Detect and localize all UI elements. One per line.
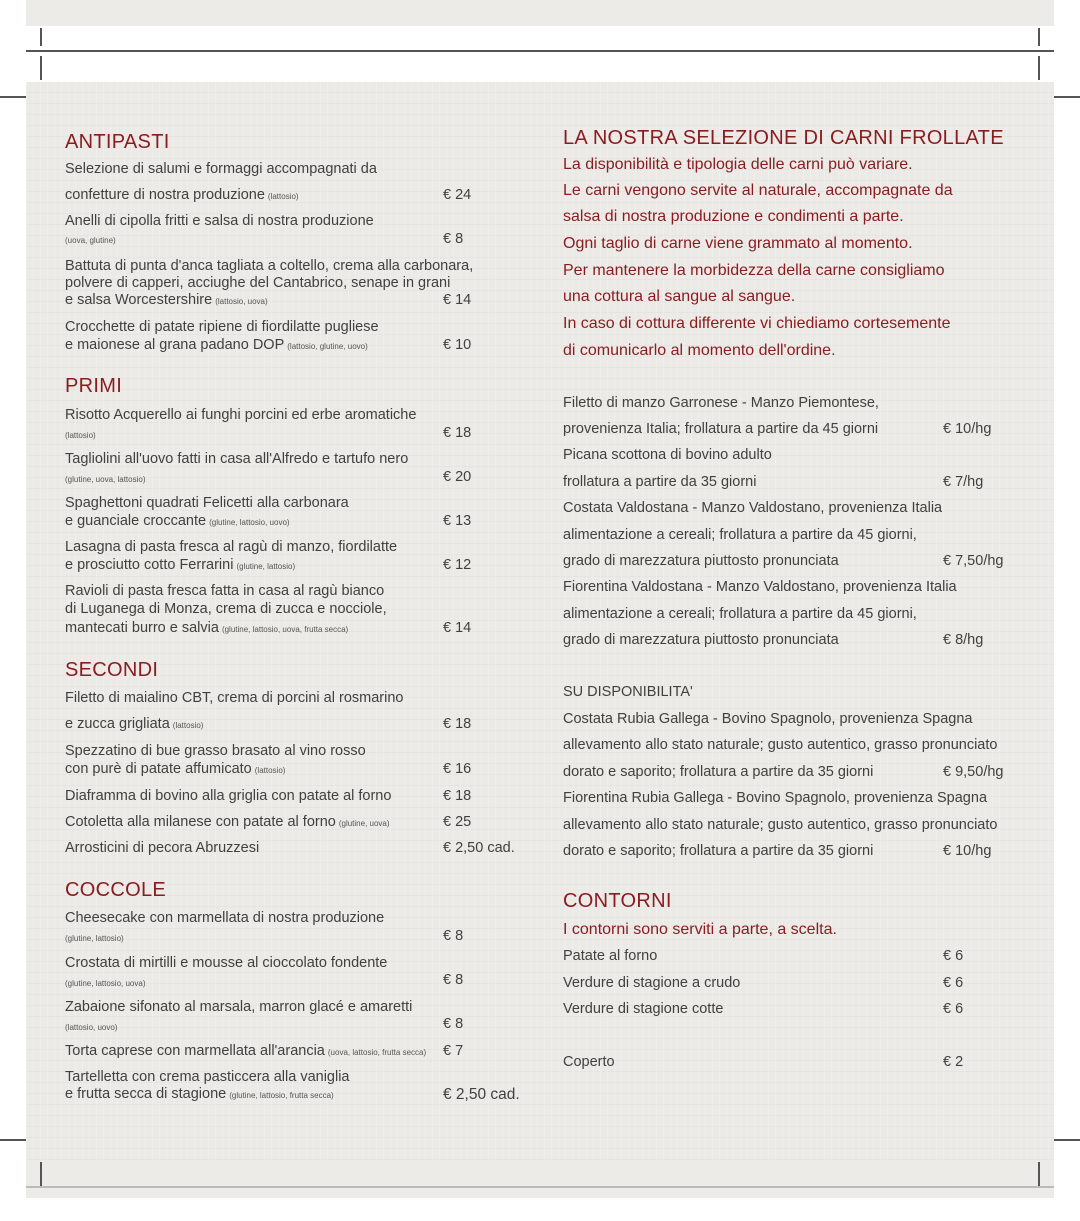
dish-line: Spaghettoni quadrati Felicetti alla carbonara bbox=[65, 495, 349, 511]
price: € 12 bbox=[443, 557, 472, 573]
intro-line: Ogni taglio di carne viene grammato al momento. bbox=[563, 235, 913, 252]
price: € 9,50/hg bbox=[943, 764, 1004, 780]
price: € 8 bbox=[443, 231, 464, 247]
price: € 2,50 cad. bbox=[443, 840, 515, 856]
price: € 8/hg bbox=[943, 632, 984, 648]
menu-page bbox=[26, 82, 1054, 1160]
dish-line: e guanciale croccante (glutine, lattosio, uovo) bbox=[65, 513, 290, 529]
section-title-coccole: COCCOLE bbox=[65, 879, 167, 901]
price: € 2,50 cad. bbox=[443, 1086, 520, 1103]
meat-line: dorato e saporito; frollatura a partire da 35 giorni bbox=[563, 843, 874, 859]
contorni-note: I contorni sono serviti a parte, a scelta. bbox=[563, 921, 837, 938]
price: € 25 bbox=[443, 814, 472, 830]
price: € 14 bbox=[443, 292, 472, 308]
dish-line: Lasagna di pasta fresca al ragù di manzo, fiordilatte bbox=[65, 539, 398, 555]
allergens: (uova, glutine) bbox=[65, 236, 116, 245]
meat-line: frollatura a partire da 35 giorni bbox=[563, 474, 757, 490]
dish-line: Risotto Acquerello ai funghi porcini ed erbe aromatiche bbox=[65, 407, 417, 423]
allergens: (lattosio) bbox=[65, 431, 96, 440]
dish-line: Battuta di punta d'anca tagliata a coltello, crema alla carbonara, bbox=[65, 258, 474, 274]
divider bbox=[26, 1186, 1054, 1188]
divider bbox=[40, 1162, 42, 1186]
price: € 18 bbox=[443, 788, 472, 804]
allergens: (glutine, lattosio, frutta secca) bbox=[229, 1091, 334, 1100]
meat-line: Fiorentina Rubia Gallega - Bovino Spagnolo, provenienza Spagna bbox=[563, 790, 988, 806]
price: € 24 bbox=[443, 187, 472, 203]
allergens: (glutine, uova, lattosio) bbox=[65, 475, 146, 484]
top-page-strip bbox=[26, 0, 1054, 26]
price: € 7,50/hg bbox=[943, 553, 1004, 569]
allergens: (glutine, lattosio, uovo) bbox=[209, 518, 290, 527]
allergens: (lattosio, uova) bbox=[215, 297, 268, 306]
price: € 6 bbox=[943, 975, 964, 991]
price: € 7 bbox=[443, 1043, 464, 1059]
dish-line: Spezzatino di bue grasso brasato al vino rosso bbox=[65, 743, 366, 759]
meat-line: grado di marezzatura piuttosto pronunciata bbox=[563, 553, 839, 569]
divider bbox=[1038, 28, 1040, 46]
meat-line: allevamento allo stato naturale; gusto autentico, grasso pronunciato bbox=[563, 817, 998, 833]
price: € 20 bbox=[443, 469, 472, 485]
intro-line: una cottura al sangue al sangue. bbox=[563, 288, 796, 305]
allergens: (lattosio) bbox=[267, 192, 299, 201]
dish-line: e frutta secca di stagione (glutine, lattosio, frutta secca) bbox=[65, 1086, 334, 1102]
allergens: (lattosio) bbox=[254, 766, 286, 775]
dish-line: mantecati burro e salvia (glutine, lattosio, uova, frutta secca) bbox=[65, 620, 349, 636]
divider bbox=[1038, 56, 1040, 80]
allergens: (lattosio, glutine, uovo) bbox=[287, 342, 368, 351]
meat-line: Picana scottona di bovino adulto bbox=[563, 447, 772, 463]
meat-line: Costata Valdostana - Manzo Valdostano, provenienza Italia bbox=[563, 500, 943, 516]
dish-line: e prosciutto cotto Ferrarini (glutine, lattosio) bbox=[65, 557, 296, 573]
intro-line: Per mantenere la morbidezza della carne consigliamo bbox=[563, 262, 945, 279]
divider bbox=[1054, 1139, 1080, 1141]
dish-line: Filetto di maialino CBT, crema di porcini al rosmarino bbox=[65, 690, 404, 706]
meat-line: Filetto di manzo Garronese - Manzo Piemontese, bbox=[563, 395, 879, 411]
dish-line: Cheesecake con marmellata di nostra produzione bbox=[65, 910, 385, 926]
divider bbox=[1054, 96, 1080, 98]
meat-line: Costata Rubia Gallega - Bovino Spagnolo, provenienza Spagna bbox=[563, 711, 973, 727]
price: € 10 bbox=[443, 337, 472, 353]
intro-line: Le carni vengono servite al naturale, accompagnate da bbox=[563, 182, 953, 199]
dish-line: di Luganega di Monza, crema di zucca e nocciole, bbox=[65, 601, 387, 617]
price: € 6 bbox=[943, 1001, 964, 1017]
meat-line: alimentazione a cereali; frollatura a partire da 45 giorni, bbox=[563, 527, 917, 543]
price: € 16 bbox=[443, 761, 472, 777]
price: € 18 bbox=[443, 716, 472, 732]
meat-line: provenienza Italia; frollatura a partire da 45 giorni bbox=[563, 421, 879, 437]
dish-line: e maionese al grana padano DOP (lattosio, glutine, uovo) bbox=[65, 337, 368, 353]
dish-line: Crostata di mirtilli e mousse al cioccolato fondente bbox=[65, 955, 388, 971]
price: € 10/hg bbox=[943, 843, 992, 859]
divider bbox=[1038, 1162, 1040, 1186]
dish-line: con purè di patate affumicato (lattosio) bbox=[65, 761, 286, 777]
bottom-page-strip bbox=[26, 1160, 1054, 1198]
section-title-carni: LA NOSTRA SELEZIONE DI CARNI FROLLATE bbox=[563, 127, 1004, 149]
dish-line: Tagliolini all'uovo fatti in casa all'Alfredo e tartufo nero bbox=[65, 451, 409, 467]
dish-line: Cotoletta alla milanese con patate al forno (glutine, uova) bbox=[65, 814, 390, 830]
section-title-primi: PRIMI bbox=[65, 375, 123, 397]
divider bbox=[0, 1139, 26, 1141]
allergens: (glutine, lattosio) bbox=[65, 934, 124, 943]
meat-line: allevamento allo stato naturale; gusto autentico, grasso pronunciato bbox=[563, 737, 998, 753]
price: € 8 bbox=[443, 972, 464, 988]
dish-line: Anelli di cipolla fritti e salsa di nostra produzione bbox=[65, 213, 374, 229]
side-dish: Verdure di stagione cotte bbox=[563, 1001, 724, 1017]
allergens: (lattosio) bbox=[172, 721, 204, 730]
dish-line: Arrosticini di pecora Abruzzesi bbox=[65, 840, 260, 856]
meat-line: dorato e saporito; frollatura a partire da 35 giorni bbox=[563, 764, 874, 780]
coperto-label: Coperto bbox=[563, 1054, 615, 1070]
dish-line: Ravioli di pasta fresca fatta in casa al ragù bianco bbox=[65, 583, 385, 599]
price: € 8 bbox=[443, 928, 464, 944]
coperto-price: € 2 bbox=[943, 1054, 964, 1070]
side-dish: Verdure di stagione a crudo bbox=[563, 975, 741, 991]
price: € 6 bbox=[943, 948, 964, 964]
dish-line: e salsa Worcestershire (lattosio, uova) bbox=[65, 292, 268, 308]
allergens: (glutine, lattosio, uova, frutta secca) bbox=[221, 625, 349, 634]
side-dish: Patate al forno bbox=[563, 948, 658, 964]
intro-line: La disponibilità e tipologia delle carni può variare. bbox=[563, 156, 913, 173]
meat-line: grado di marezzatura piuttosto pronunciata bbox=[563, 632, 839, 648]
intro-line: In caso di cottura differente vi chiediamo cortesemente bbox=[563, 315, 951, 332]
divider bbox=[0, 96, 26, 98]
allergens: (glutine, lattosio) bbox=[236, 562, 296, 571]
section-title-secondi: SECONDI bbox=[65, 659, 159, 681]
allergens: (uova, lattosio, frutta secca) bbox=[327, 1048, 427, 1057]
dish-line: Zabaione sifonato al marsala, marron glacé e amaretti bbox=[65, 999, 413, 1015]
divider bbox=[40, 56, 42, 80]
section-title-antipasti: ANTIPASTI bbox=[65, 131, 170, 153]
dish-line: Crocchette di patate ripiene di fiordilatte pugliese bbox=[65, 319, 379, 335]
allergens: (glutine, uova) bbox=[338, 819, 390, 828]
price: € 13 bbox=[443, 513, 472, 529]
divider bbox=[26, 50, 1054, 52]
dish-line: Selezione di salumi e formaggi accompagnati da bbox=[65, 161, 377, 177]
meat-line: alimentazione a cereali; frollatura a partire da 45 giorni, bbox=[563, 606, 917, 622]
allergens: (lattosio, uovo) bbox=[65, 1023, 118, 1032]
intro-line: salsa di nostra produzione e condimenti a parte. bbox=[563, 208, 904, 225]
dish-line: confetture di nostra produzione (lattosio) bbox=[65, 187, 299, 203]
meat-line: Fiorentina Valdostana - Manzo Valdostano, provenienza Italia bbox=[563, 579, 957, 595]
price: € 7/hg bbox=[943, 474, 984, 490]
price: € 10/hg bbox=[943, 421, 992, 437]
subsection-title: SU DISPONIBILITA' bbox=[563, 684, 693, 700]
intro-line: di comunicarlo al momento dell'ordine. bbox=[563, 342, 836, 359]
allergens: (glutine, lattosio, uova) bbox=[65, 979, 146, 988]
price: € 18 bbox=[443, 425, 472, 441]
divider bbox=[40, 28, 42, 46]
dish-line: Tartelletta con crema pasticcera alla vaniglia bbox=[65, 1069, 350, 1085]
dish-line: Diaframma di bovino alla griglia con patate al forno bbox=[65, 788, 392, 804]
dish-line: e zucca grigliata (lattosio) bbox=[65, 716, 204, 732]
section-title-contorni: CONTORNI bbox=[563, 890, 672, 912]
price: € 8 bbox=[443, 1016, 464, 1032]
price: € 14 bbox=[443, 620, 472, 636]
dish-line: Torta caprese con marmellata all'arancia (uova, lattosio, frutta secca) bbox=[65, 1043, 427, 1059]
dish-line: polvere di capperi, acciughe del Cantabrico, senape in grani bbox=[65, 275, 451, 291]
